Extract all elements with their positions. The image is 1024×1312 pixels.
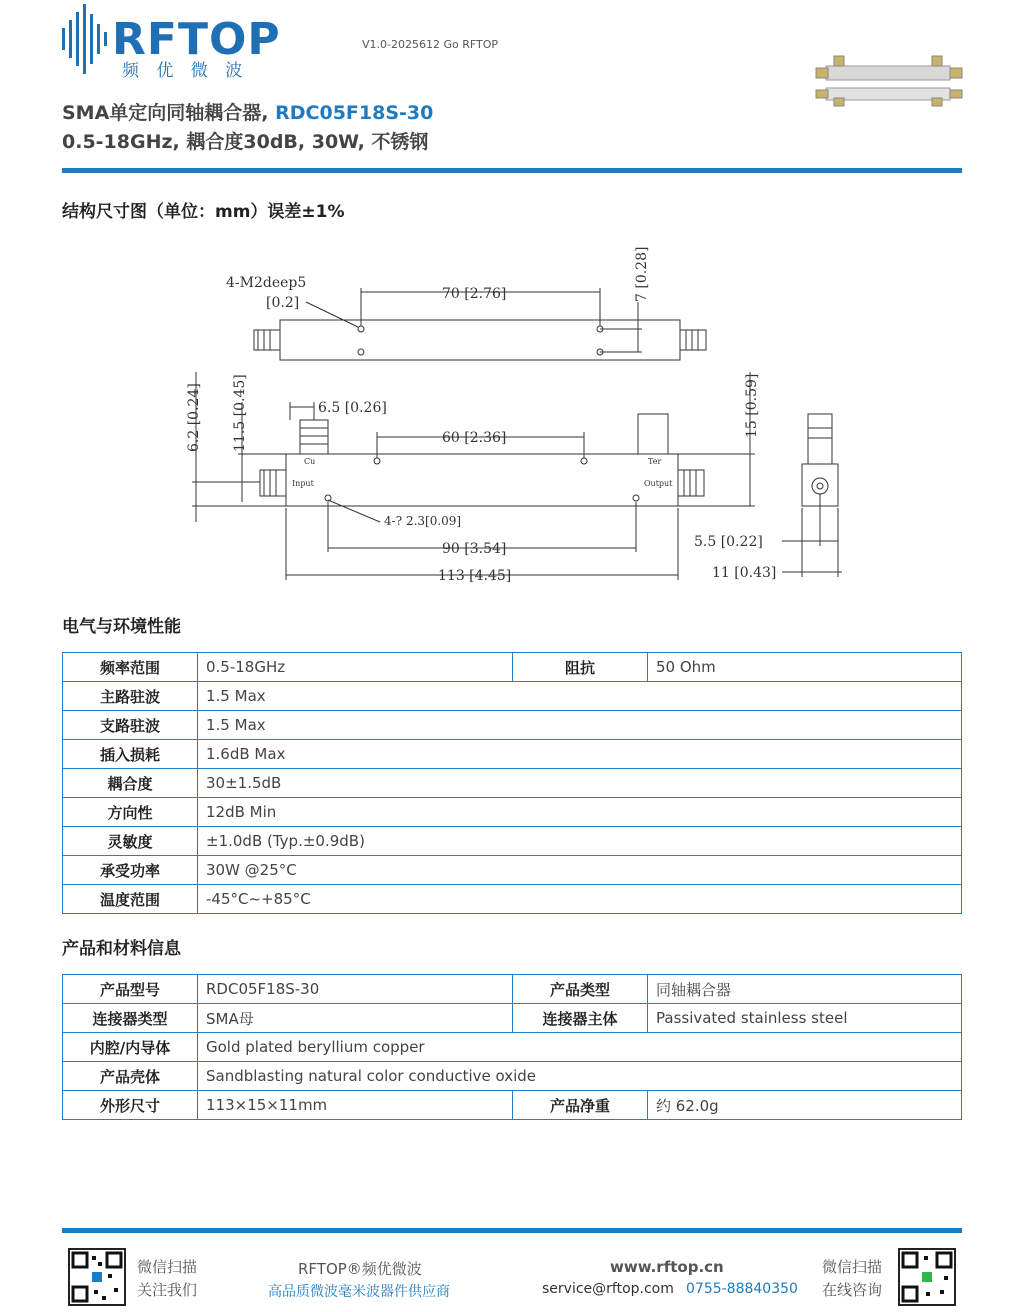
footer-phone: 0755-88840350 (686, 1281, 798, 1297)
qr-code-icon (68, 1248, 126, 1306)
version-text: V1.0-2025612 Go RFTOP (362, 38, 499, 51)
page-title (62, 98, 433, 125)
product-section-title: 产品和材料信息 (62, 939, 181, 959)
label-top-spacing: 70 [2.76] (442, 286, 507, 302)
logo (60, 4, 281, 81)
table-label: 内腔/内导体 (63, 1033, 198, 1062)
table-label: 产品类型 (513, 975, 648, 1004)
label-port-spacing: 60 [2.36] (442, 430, 507, 446)
label-port-offset: 6.5 [0.26] (318, 400, 387, 416)
table-row (63, 1091, 962, 1120)
table-label: 频率范围 (63, 653, 198, 682)
table-value: Passivated stainless steel (648, 1004, 962, 1033)
table-label: 产品壳体 (63, 1062, 198, 1091)
header-rule (62, 168, 962, 173)
table-row (63, 740, 962, 769)
table-label: 阻抗 (513, 653, 648, 682)
page-subtitle: 0.5-18GHz, 耦合度30dB, 30W, 不锈钢 (62, 131, 429, 153)
table-value: 50 Ohm (648, 653, 962, 682)
table-label: 产品净重 (513, 1091, 648, 1120)
table-label: 插入损耗 (63, 740, 198, 769)
table-value: RDC05F18S-30 (198, 975, 513, 1004)
table-row (63, 827, 962, 856)
table-row (63, 1033, 962, 1062)
label-body-length: 113 [4.45] (438, 568, 512, 584)
part-number: RDC05F18S-30 (275, 102, 434, 124)
table-value: 30W @25°C (198, 856, 962, 885)
footer-wechat-scan-2: 微信扫描 (822, 1258, 883, 1276)
table-value: 0.5-18GHz (198, 653, 513, 682)
label-mount-holes-inch: [0.2] (266, 295, 300, 311)
table-label: 连接器主体 (513, 1004, 648, 1033)
table-row (63, 975, 962, 1004)
table-label: 连接器类型 (63, 1004, 198, 1033)
table-value: -45°C~+85°C (198, 885, 962, 914)
table-label: 主路驻波 (63, 682, 198, 711)
table-value: Sandblasting natural color conductive oxide (198, 1062, 962, 1091)
electrical-table (62, 652, 962, 914)
logo-wave-icon (60, 4, 112, 74)
logo-text: RFTOP (112, 14, 281, 65)
label-left-h2: 11.5 [0.45] (232, 374, 248, 452)
wechat-qr-icon (898, 1248, 956, 1306)
title-prefix: SMA单定向同轴耦合器, (62, 102, 276, 124)
table-row (63, 798, 962, 827)
product-photo (814, 52, 964, 108)
table-value: Gold plated beryllium copper (198, 1033, 962, 1062)
table-row (63, 1004, 962, 1033)
table-label: 耦合度 (63, 769, 198, 798)
table-value: 同轴耦合器 (648, 975, 962, 1004)
label-port-cu: Cu (304, 457, 316, 466)
label-side-w2: 11 [0.43] (712, 565, 777, 581)
label-left-h1: 6.2 [0.24] (186, 383, 202, 452)
label-port-ter: Ter (648, 457, 662, 466)
footer-brand: RFTOP®频优微波 (298, 1260, 422, 1278)
table-value: 12dB Min (198, 798, 962, 827)
table-label: 方向性 (63, 798, 198, 827)
table-row (63, 856, 962, 885)
product-table (62, 974, 962, 1120)
table-label: 承受功率 (63, 856, 198, 885)
table-row (63, 711, 962, 740)
table-value: ±1.0dB (Typ.±0.9dB) (198, 827, 962, 856)
table-label: 外形尺寸 (63, 1091, 198, 1120)
footer-follow-us: 关注我们 (137, 1281, 198, 1299)
label-side-w1: 5.5 [0.22] (694, 534, 763, 550)
footer-email[interactable]: service@rftop.com (542, 1281, 674, 1297)
table-value: 1.6dB Max (198, 740, 962, 769)
table-value: 30±1.5dB (198, 769, 962, 798)
label-mount-holes: 4-M2deep5 (226, 275, 307, 291)
table-label: 产品型号 (63, 975, 198, 1004)
table-label: 灵敏度 (63, 827, 198, 856)
table-value: SMA母 (198, 1004, 513, 1033)
label-body-height: 15 [0.59] (744, 373, 760, 438)
table-value: 113×15×11mm (198, 1091, 513, 1120)
logo-subtitle: 频 优 微 波 (122, 61, 249, 81)
label-hole-spacing: 90 [3.54] (442, 541, 507, 557)
electrical-section-title: 电气与环境性能 (62, 617, 181, 637)
drawing-section-title: 结构尺寸图（单位：mm）误差±1% (62, 202, 345, 222)
footer-slogan: 高品质微波毫米波器件供应商 (268, 1284, 450, 1300)
label-port-input: Input (292, 479, 314, 488)
table-value: 1.5 Max (198, 682, 962, 711)
footer-website[interactable]: www.rftop.cn (610, 1258, 724, 1276)
table-row (63, 769, 962, 798)
table-value: 约 62.0g (648, 1091, 962, 1120)
label-port-output: Output (644, 479, 673, 488)
table-label: 支路驻波 (63, 711, 198, 740)
table-row (63, 653, 962, 682)
dimension-drawing (180, 232, 860, 592)
label-top-height: 7 [0.28] (634, 246, 650, 302)
footer-consult: 在线咨询 (822, 1281, 883, 1299)
table-row (63, 682, 962, 711)
table-label: 温度范围 (63, 885, 198, 914)
table-row (63, 1062, 962, 1091)
footer-rule (62, 1228, 962, 1233)
footer-wechat-scan: 微信扫描 (137, 1258, 198, 1276)
table-row (63, 885, 962, 914)
label-through-holes: 4-? 2.3[0.09] (384, 514, 462, 528)
table-value: 1.5 Max (198, 711, 962, 740)
